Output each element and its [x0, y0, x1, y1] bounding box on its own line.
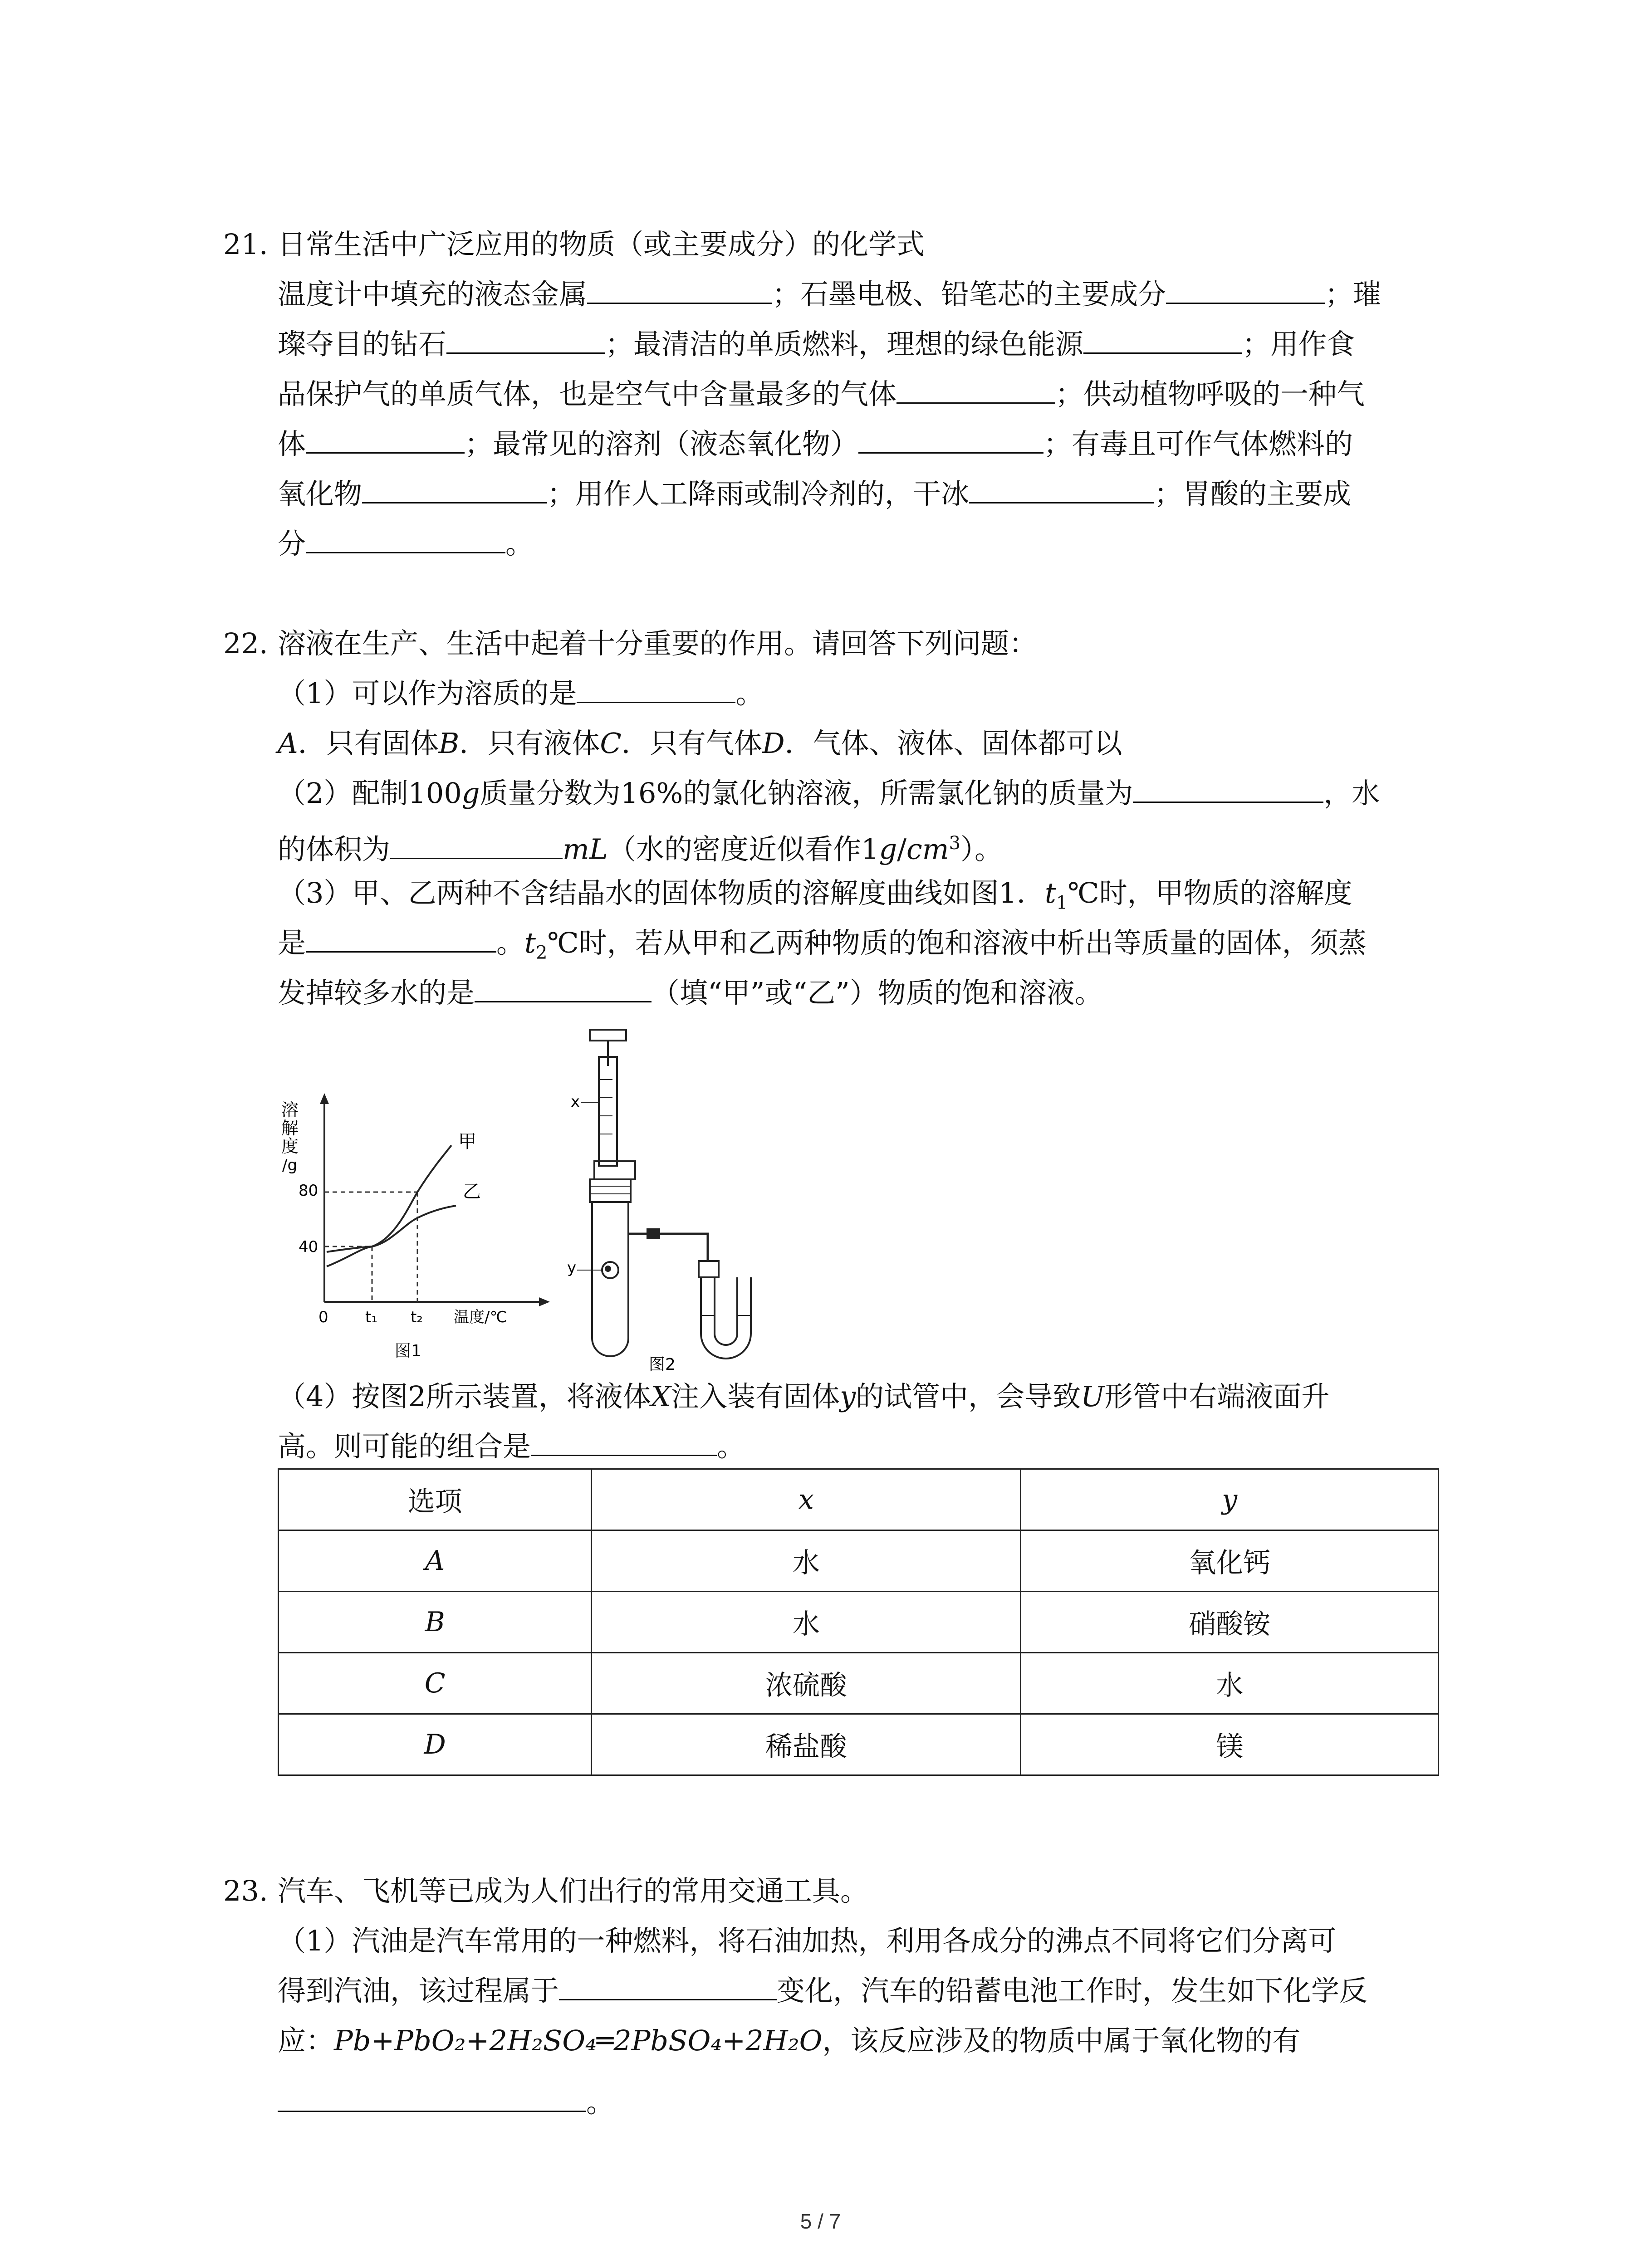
q21-blank-9[interactable]: [969, 469, 1154, 503]
q21-title: 日常生活中广泛应用的物质（或主要成分）的化学式: [278, 228, 925, 261]
table-cell: B: [279, 1592, 592, 1653]
fig1-xtick-t1: t₁: [365, 1308, 377, 1326]
q23-part1b: 得到汽油，该过程属于 变化，汽车的铅蓄电池工作时，发生如下化学反: [278, 1966, 1367, 2016]
q22-p2-blank-1[interactable]: [1133, 769, 1323, 803]
fig1-series-jia: 甲: [458, 1131, 476, 1152]
q21-blank-6[interactable]: [306, 420, 465, 454]
fig1-x-arrow: [539, 1297, 550, 1306]
table-cell: 水: [1021, 1653, 1439, 1714]
table-cell: 水: [592, 1530, 1021, 1592]
q22-part1-options: A．只有固体B．只有液体C．只有气体D．气体、液体、固体都可以: [278, 727, 1122, 760]
q23-part1a: （1）汽油是汽车常用的一种燃料，将石油加热，利用各成分的沸点不同将它们分离可: [278, 1924, 1337, 1957]
q23-part1c: 应：Pb+PbO₂+2H₂SO₄═2PbSO₄+2H₂O，该反应涉及的物质中属于氧化物的有: [278, 2024, 1301, 2057]
fig1-caption: 图1: [395, 1342, 421, 1360]
fig1-ylabel-char: 度: [281, 1136, 299, 1156]
q22-p4-blank[interactable]: [531, 1422, 717, 1456]
q21-blank-8[interactable]: [362, 469, 547, 503]
q21-line-3: 品保护气的单质气体，也是空气中含量最多的气体 ；供动植物呼吸的一种气: [278, 369, 1365, 419]
q21-blank-3[interactable]: [446, 320, 605, 354]
table-header: y: [1021, 1469, 1439, 1530]
q22-p2-blank-2[interactable]: [390, 825, 563, 859]
q21-blank-4[interactable]: [1083, 320, 1242, 354]
test-tube-stopper: [590, 1179, 631, 1202]
label-x: x: [571, 1093, 580, 1111]
tube-clamp: [647, 1228, 660, 1239]
fig1-curve-jia: [327, 1145, 451, 1266]
fig1-ylabel-char: 解: [281, 1118, 299, 1138]
fig2-caption: 图2: [649, 1355, 676, 1374]
u-tube-stopper: [699, 1261, 719, 1277]
q21-blank-5[interactable]: [896, 370, 1055, 404]
q22-part4b: 高。则可能的组合是 。: [278, 1422, 745, 1471]
fig1-xlabel: 温度/℃: [454, 1308, 507, 1326]
table-cell: 硝酸铵: [1021, 1592, 1439, 1653]
q23-blank-1[interactable]: [559, 1966, 777, 2000]
q22-number: 22.: [223, 627, 268, 660]
fig1-series-yi: 乙: [463, 1181, 481, 1202]
solubility-figure-1: [272, 1089, 581, 1370]
q21-blank-7[interactable]: [858, 420, 1043, 454]
table-cell: 稀盐酸: [592, 1714, 1021, 1775]
apparatus-figure-2: [563, 1025, 798, 1374]
q22-title: 溶液在生产、生活中起着十分重要的作用。请回答下列问题：: [278, 627, 1038, 660]
table-row: [279, 1653, 1439, 1714]
q21-blank-2[interactable]: [1166, 270, 1325, 304]
q21-line-1: 温度计中填充的液态金属 ；石墨电极、铅笔芯的主要成分 ；璀: [278, 269, 1381, 319]
options-table: [278, 1468, 1439, 1776]
table-header-row: [279, 1469, 1439, 1530]
q22-p3-blank-2[interactable]: [475, 968, 652, 1002]
table-header: x: [592, 1469, 1021, 1530]
syringe-holder: [594, 1161, 635, 1179]
table-cell: 镁: [1021, 1714, 1439, 1775]
q23-part1d: 。: [278, 2077, 614, 2127]
fig1-y-arrow: [320, 1093, 329, 1104]
u-tube: [701, 1277, 751, 1359]
q21-line-2: 璨夺目的钻石 ；最清洁的单质燃料，理想的绿色能源 ；用作食: [278, 319, 1355, 369]
q22-p1-blank[interactable]: [577, 669, 735, 703]
fig1-ytick-80: 80: [299, 1182, 318, 1200]
page-number: 5 / 7: [800, 2209, 841, 2233]
table-cell: 浓硫酸: [592, 1653, 1021, 1714]
fig1-ylabel-unit: /g: [282, 1156, 298, 1174]
q21-line-4: 体 ；最常见的溶剂（液态氧化物） ；有毒且可作气体燃料的: [278, 419, 1353, 469]
fig1-ytick-40: 40: [299, 1238, 318, 1256]
table-cell: 水: [592, 1592, 1021, 1653]
table-cell: D: [279, 1714, 592, 1775]
fig1-ylabel-char: 溶: [281, 1100, 299, 1120]
table-cell: 氧化钙: [1021, 1530, 1439, 1592]
q22-part3c: 发掉较多水的是 （填“甲”或“乙”）物质的饱和溶液。: [278, 968, 1103, 1018]
q22-part4: （4）按图2所示装置，将液体X注入装有固体y的试管中，会导致U形管中右端液面升: [278, 1380, 1330, 1413]
q21-blank-1[interactable]: [587, 270, 772, 304]
q23-blank-2[interactable]: [278, 2078, 586, 2112]
table-cell: A: [279, 1530, 592, 1592]
q23-title: 汽车、飞机等已成为人们出行的常用交通工具。: [278, 1874, 869, 1907]
q22-part2: （2）配制100g质量分数为16%的氯化钠溶液，所需氯化钠的质量为 ，水: [278, 768, 1380, 818]
table-row: [279, 1714, 1439, 1775]
q22-part2b: 的体积为 mL（水的密度近似看作$1g/cm^3$）。: [278, 818, 1003, 875]
q23-number: 23.: [223, 1874, 268, 1907]
q22-part3b: 是 。$t_2℃$时，若从甲和乙两种物质的饱和溶液中析出等质量的固体，须蒸: [278, 918, 1367, 978]
q21-line-6: 分 。: [278, 519, 534, 569]
reaction-equation: Pb+PbO₂+2H₂SO₄═2PbSO₄+2H₂O: [334, 2024, 823, 2057]
q21-number: 21.: [223, 228, 268, 261]
syringe-plunger-cap: [590, 1030, 626, 1041]
table-row: [279, 1592, 1439, 1653]
q21-blank-10[interactable]: [306, 519, 505, 553]
q22-p3-blank-1[interactable]: [306, 919, 496, 953]
table-cell: C: [279, 1653, 592, 1714]
table-header: 选项: [279, 1469, 592, 1530]
syringe-barrel: [599, 1057, 617, 1166]
fig1-xtick-0: 0: [318, 1308, 328, 1326]
fig1-xtick-t2: t₂: [411, 1308, 423, 1326]
q22-part3: （3）甲、乙两种不含结晶水的固体物质的溶解度曲线如图1．$t_1℃$时，甲物质的溶解度: [278, 876, 1352, 914]
q21-line-5: 氧化物 ；用作人工降雨或制冷剂的，干冰 ；胃酸的主要成: [278, 469, 1351, 519]
q22-part1: （1）可以作为溶质的是 。: [278, 669, 764, 719]
table-row: [279, 1530, 1439, 1592]
connecting-tube: [628, 1234, 708, 1261]
label-y: y: [567, 1259, 577, 1277]
fig1-curve-yi: [327, 1206, 456, 1252]
